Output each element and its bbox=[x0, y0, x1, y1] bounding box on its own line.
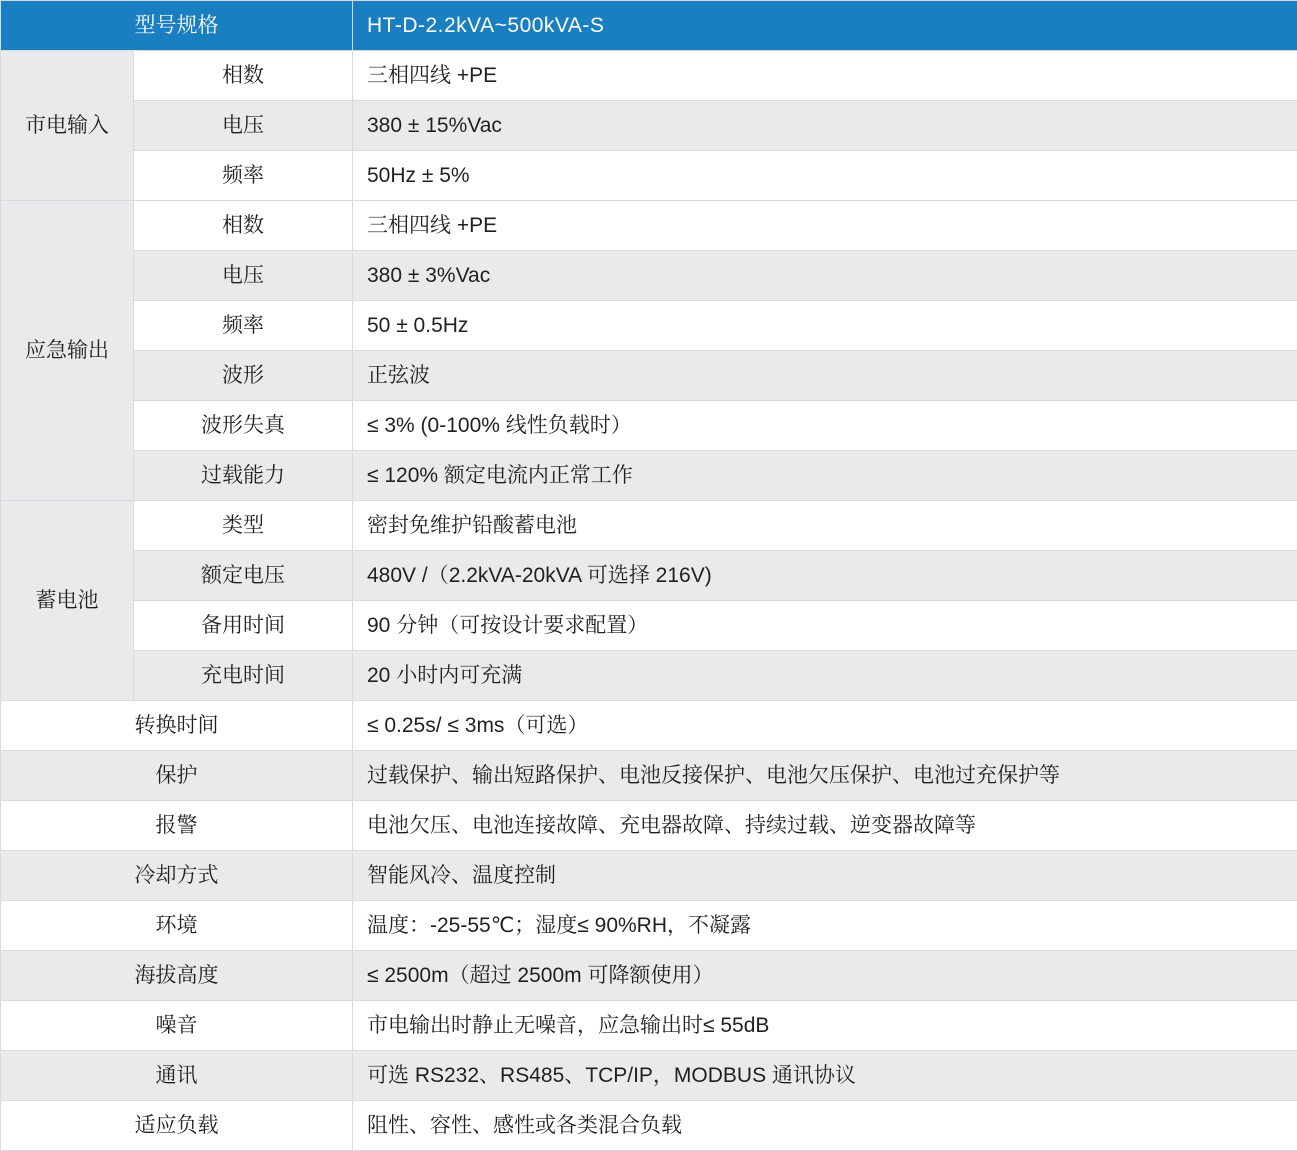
table-row bbox=[1, 801, 1297, 851]
row-label: 备用时间 bbox=[134, 601, 353, 651]
row-value: 过载保护、输出短路保护、电池反接保护、电池欠压保护、电池过充保护等 bbox=[353, 751, 1297, 801]
table-row bbox=[1, 601, 1297, 651]
row-label: 报警 bbox=[1, 801, 353, 851]
row-value: 市电输出时静止无噪音，应急输出时≤ 55dB bbox=[353, 1001, 1297, 1051]
table-row bbox=[1, 351, 1297, 401]
row-value: 50Hz ± 5% bbox=[353, 151, 1297, 201]
row-label: 额定电压 bbox=[134, 551, 353, 601]
table-row bbox=[1, 101, 1297, 151]
row-value: 50 ± 0.5Hz bbox=[353, 301, 1297, 351]
table-row bbox=[1, 251, 1297, 301]
row-label: 通讯 bbox=[1, 1051, 353, 1101]
table-row bbox=[1, 401, 1297, 451]
row-label: 频率 bbox=[134, 301, 353, 351]
table-row bbox=[1, 1051, 1297, 1101]
table-row bbox=[1, 451, 1297, 501]
row-label: 适应负载 bbox=[1, 1101, 353, 1151]
row-value: 480V /（2.2kVA-20kVA 可选择 216V) bbox=[353, 551, 1297, 601]
table-row bbox=[1, 951, 1297, 1001]
row-value: 正弦波 bbox=[353, 351, 1297, 401]
row-value: 智能风冷、温度控制 bbox=[353, 851, 1297, 901]
row-value: 可选 RS232、RS485、TCP/IP，MODBUS 通讯协议 bbox=[353, 1051, 1297, 1101]
table-row bbox=[1, 751, 1297, 801]
row-label: 转换时间 bbox=[1, 701, 353, 751]
table-row bbox=[1, 851, 1297, 901]
row-value: 380 ± 3%Vac bbox=[353, 251, 1297, 301]
table-row bbox=[1, 1101, 1297, 1151]
row-value: ≤ 120% 额定电流内正常工作 bbox=[353, 451, 1297, 501]
table-row bbox=[1, 651, 1297, 701]
model-spec-value: HT-D-2.2kVA~500kVA-S bbox=[353, 1, 1297, 51]
row-value: 380 ± 15%Vac bbox=[353, 101, 1297, 151]
model-spec-label: 型号规格 bbox=[1, 1, 353, 51]
row-label: 环境 bbox=[1, 901, 353, 951]
table-row bbox=[1, 301, 1297, 351]
row-value: 阻性、容性、感性或各类混合负载 bbox=[353, 1101, 1297, 1151]
row-label: 频率 bbox=[134, 151, 353, 201]
table-row bbox=[1, 151, 1297, 201]
row-value: 密封免维护铅酸蓄电池 bbox=[353, 501, 1297, 551]
row-label: 波形失真 bbox=[134, 401, 353, 451]
row-label: 冷却方式 bbox=[1, 851, 353, 901]
row-label: 噪音 bbox=[1, 1001, 353, 1051]
row-label: 波形 bbox=[134, 351, 353, 401]
row-label: 电压 bbox=[134, 251, 353, 301]
table-row bbox=[1, 551, 1297, 601]
table-row bbox=[1, 701, 1297, 751]
row-label: 电压 bbox=[134, 101, 353, 151]
group-label-battery: 蓄电池 bbox=[1, 501, 134, 701]
row-value: 三相四线 +PE bbox=[353, 201, 1297, 251]
table-row bbox=[1, 901, 1297, 951]
row-label: 充电时间 bbox=[134, 651, 353, 701]
group-label-mains-input: 市电输入 bbox=[1, 51, 134, 201]
group-label-emergency-output: 应急输出 bbox=[1, 201, 134, 501]
row-label: 类型 bbox=[134, 501, 353, 551]
row-value: 温度：-25-55℃；湿度≤ 90%RH，不凝露 bbox=[353, 901, 1297, 951]
table-row bbox=[1, 1001, 1297, 1051]
row-value: 电池欠压、电池连接故障、充电器故障、持续过载、逆变器故障等 bbox=[353, 801, 1297, 851]
table-row bbox=[1, 201, 1297, 251]
row-value: 20 小时内可充满 bbox=[353, 651, 1297, 701]
row-value: ≤ 0.25s/ ≤ 3ms（可选） bbox=[353, 701, 1297, 751]
row-label: 相数 bbox=[134, 51, 353, 101]
row-value: ≤ 2500m（超过 2500m 可降额使用） bbox=[353, 951, 1297, 1001]
row-label: 相数 bbox=[134, 201, 353, 251]
row-value: 90 分钟（可按设计要求配置） bbox=[353, 601, 1297, 651]
row-label: 保护 bbox=[1, 751, 353, 801]
row-label: 海拔高度 bbox=[1, 951, 353, 1001]
table-row bbox=[1, 51, 1297, 101]
table-header-row bbox=[1, 1, 1297, 51]
row-label: 过载能力 bbox=[134, 451, 353, 501]
row-value: 三相四线 +PE bbox=[353, 51, 1297, 101]
row-value: ≤ 3% (0-100% 线性负载时） bbox=[353, 401, 1297, 451]
table-row bbox=[1, 501, 1297, 551]
